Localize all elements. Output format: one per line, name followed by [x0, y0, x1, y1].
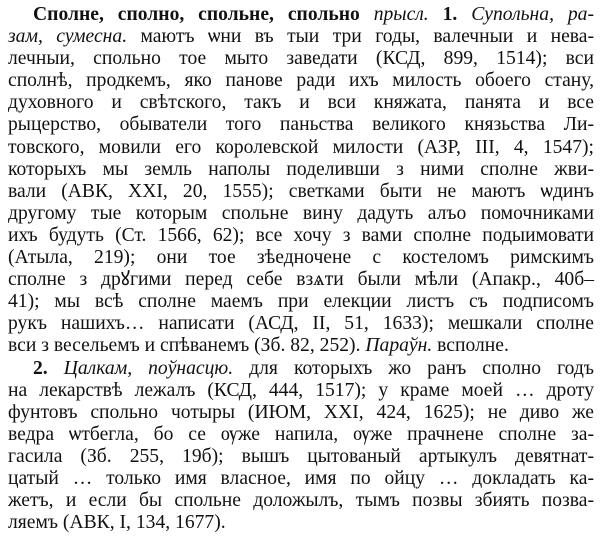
entry-line — [8, 402, 594, 424]
italic-gloss: Супольна, ра- — [457, 4, 594, 25]
entry-line — [8, 92, 594, 114]
citation-text: (Атыла, 219); они тое зѣедночене с костеломъ римскимъ — [8, 247, 594, 269]
entry-line — [8, 203, 594, 225]
entry-line — [8, 247, 594, 269]
citation-text: духовного и свѣтского, такъ и вси княжата, панята и все — [8, 92, 594, 114]
italic-gloss: зам, сумесна. — [8, 26, 128, 48]
citation-text: ляемъ (АВК, I, 134, 1677). — [8, 512, 226, 534]
entry-line — [8, 26, 594, 48]
entry-line — [8, 48, 594, 70]
citation-text: цатый … только имя власное, имя по ойцу … докладать ка- — [8, 467, 594, 489]
citation-text: всполне. — [432, 335, 509, 357]
headword-or-sense-number: 2. — [33, 357, 48, 379]
citation-text: для которыхъ жо ранъ сполно годъ — [233, 357, 594, 379]
citation-text: рукъ нашихъ… написати (АСД, II, 51, 1633); мешкали сполне — [8, 313, 594, 335]
citation-text: жетъ, и если бы спольне доложылъ, тымъ позвы збиять позва- — [8, 490, 594, 512]
citation-text: вали (АВК, XXI, 20, 1555); светками быти не маютъ ѡдинъ — [8, 180, 594, 202]
citation-text: ихъ будуть (Ст. 1566, 62); все хочу з вами сполне подыимовати — [8, 224, 594, 246]
italic-gloss: Параўн. — [360, 335, 433, 357]
citation-text: другому тые которым спольне вину дадуть алъо помочниками — [8, 202, 594, 224]
citation-text: 41); мы всѣ сполне маемъ при елекции листъ съ подписомъ — [8, 291, 594, 313]
entry-line — [8, 490, 594, 512]
entry-line — [8, 225, 594, 247]
entry-line — [8, 269, 594, 291]
headword-or-sense-number: Сполне, сполно, спольне, спольно — [33, 4, 360, 25]
italic-gloss: прысл. — [359, 4, 443, 25]
entry-line — [8, 70, 594, 92]
citation-text: вси з весельемъ и спѣванемъ (Зб. 82, 252). — [8, 335, 361, 357]
entry-line — [8, 114, 594, 136]
entry-line — [8, 313, 594, 335]
entry-line — [8, 159, 594, 181]
citation-text: на лекарствѣ лежалъ (КСД, 444, 1517); у краме моей … дроту — [8, 379, 594, 401]
entry-line — [8, 335, 594, 357]
citation-text: маютъ ѡни въ тыи три годы, валечныи и нева- — [127, 26, 594, 48]
citation-text: сполне з дрꙋгими перед себе взѧти были мѣли (Апакр., 40б– — [8, 269, 594, 291]
citation-text: гасила (Зб. 255, 19б); вышъ цытованый артыкулъ девятнат- — [8, 445, 594, 467]
entry-line — [8, 446, 594, 468]
dictionary-entry — [8, 4, 594, 534]
citation-text: которыхъ мы земль наполы поделивши з ними сполне жви- — [8, 158, 594, 180]
entry-line — [8, 468, 594, 490]
italic-gloss: Цалкам, поўнасцю. — [47, 357, 234, 379]
entry-line — [8, 181, 594, 203]
citation-text: сполнѣ, продкемъ, яко панове ради ихъ милость обоего стану, — [8, 70, 594, 92]
citation-text: ведра ѡтбегла, бо се ѹже напила, ѹже прачнене сполне за- — [8, 423, 594, 445]
citation-text: рыцерство, обыватели того паньства великого князьства Ли- — [8, 114, 594, 136]
entry-line — [8, 380, 594, 402]
entry-line — [8, 424, 594, 446]
entry-line — [8, 4, 594, 26]
headword-or-sense-number: 1. — [442, 4, 458, 25]
citation-text: фунтовъ спольно чотыры (ИЮМ, XXI, 424, 1625); не диво же — [8, 401, 594, 423]
entry-line — [8, 291, 594, 313]
citation-text: лечныи, спольно тое мыто заведати (КСД, 899, 1514); вси — [8, 48, 594, 70]
entry-line — [8, 358, 594, 380]
citation-text: товского, мовили его королевской милости (АЗР, III, 4, 1547); — [8, 136, 594, 158]
entry-line — [8, 512, 594, 534]
entry-line — [8, 137, 594, 159]
